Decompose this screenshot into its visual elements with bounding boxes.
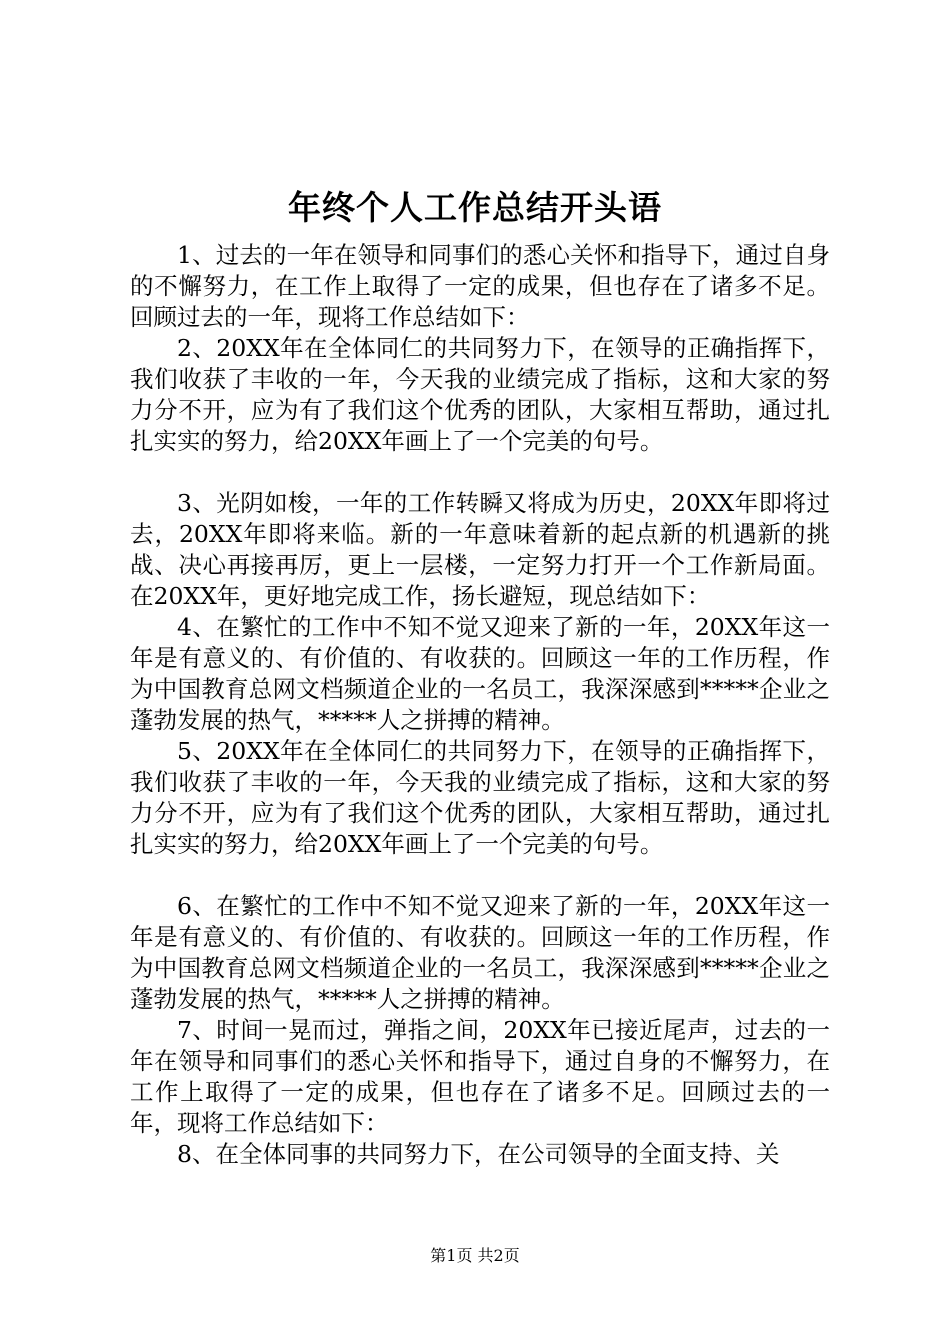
paragraph-3: 3、光阴如梭，一年的工作转瞬又将成为历史，20XX年即将过去，20XX年即将来临。新的一年意味着新的起点新的机遇新的挑战、决心再接再厉，更上一层楼，一定努力打开一个工作新局面。在20XX年，更好地完成工作，扬长避短，现总结如下： (130, 489, 830, 610)
paragraph-1: 1、过去的一年在领导和同事们的悉心关怀和指导下，通过自身的不懈努力，在工作上取得了一定的成果，但也存在了诸多不足。回顾过去的一年，现将工作总结如下： (130, 241, 830, 331)
paragraph-7: 7、时间一晃而过，弹指之间，20XX年已接近尾声，过去的一年在领导和同事们的悉心关怀和指导下，通过自身的不懈努力，在工作上取得了一定的成果，但也存在了诸多不足。回顾过去的一年，现将工作总结如下： (130, 1016, 830, 1137)
page-number-footer: 第1页 共2页 (430, 1246, 520, 1265)
paragraph-8: 8、在全体同事的共同努力下，在公司领导的全面支持、关 (177, 1140, 780, 1168)
paragraph-4: 4、在繁忙的工作中不知不觉又迎来了新的一年，20XX年这一年是有意义的、有价值的、有收获的。回顾这一年的工作历程，作为中国教育总网文档频道企业的一名员工，我深深感到*****企业之蓬勃发展的热气，*****人之拼搏的精神。 (130, 613, 830, 734)
document-title: 年终个人工作总结开头语 (288, 188, 662, 227)
document-body (130, 240, 830, 1170)
paragraph-6: 6、在繁忙的工作中不知不觉又迎来了新的一年，20XX年这一年是有意义的、有价值的、有收获的。回顾这一年的工作历程，作为中国教育总网文档频道企业的一名员工，我深深感到*****企业之蓬勃发展的热气，*****人之拼搏的精神。 (130, 892, 830, 1013)
paragraph-5: 5、20XX年在全体同仁的共同努力下，在领导的正确指挥下，我们收获了丰收的一年，今天我的业绩完成了指标，这和大家的努力分不开，应为有了我们这个优秀的团队，大家相互帮助，通过扎扎实实的努力，给20XX年画上了一个完美的句号。 (130, 737, 830, 858)
paragraph-2: 2、20XX年在全体同仁的共同努力下，在领导的正确指挥下，我们收获了丰收的一年，今天我的业绩完成了指标，这和大家的努力分不开，应为有了我们这个优秀的团队，大家相互帮助，通过扎扎实实的努力，给20XX年画上了一个完美的句号。 (130, 334, 830, 455)
